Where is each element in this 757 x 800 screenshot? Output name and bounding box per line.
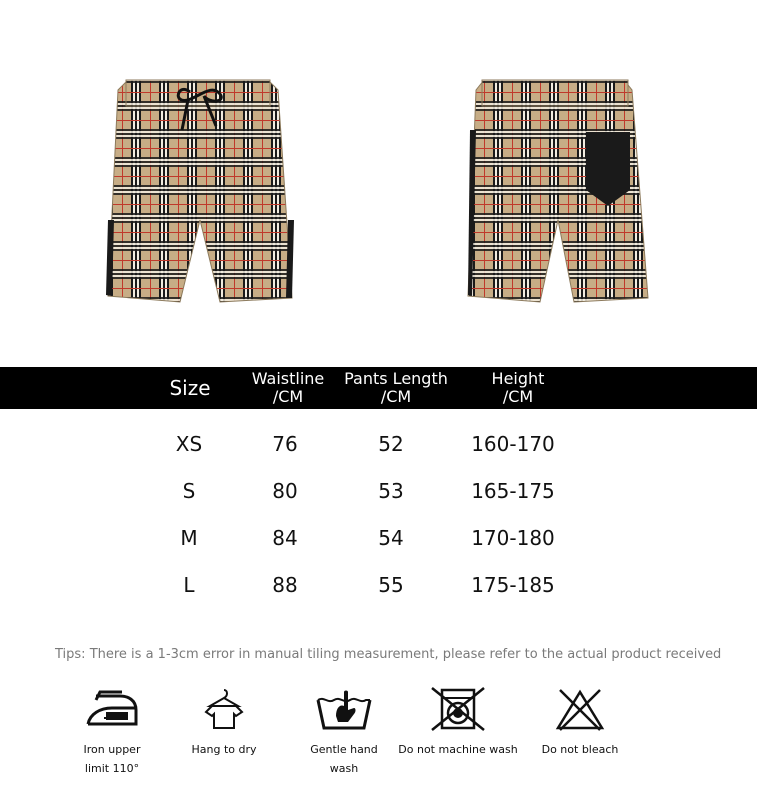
table-row	[0, 565, 757, 612]
waistline-header-unit: /CM	[272, 387, 304, 406]
care-item-no-machine-wash	[398, 686, 518, 759]
pants-length-cell: 53	[378, 479, 404, 503]
size-cell: S	[182, 479, 196, 503]
height-header-label: Height	[491, 369, 545, 388]
care-item-no-bleach	[530, 686, 630, 759]
size-chart-header	[0, 367, 757, 409]
shorts-back-image	[462, 70, 662, 310]
care-item-hand-wash	[296, 686, 392, 778]
no-machine-wash-icon	[428, 686, 488, 732]
care-label: Gentle hand wash	[310, 743, 378, 775]
hanger-shirt-icon	[194, 686, 254, 732]
measurement-tips: Tips: There is a 1-3cm error in manual tiling measurement, please refer to the actual product received	[55, 647, 722, 662]
waistline-cell: 88	[272, 573, 298, 597]
iron-icon	[82, 686, 142, 732]
size-header-label: Size	[169, 376, 211, 400]
size-chart-table	[0, 424, 757, 612]
product-images	[0, 0, 757, 360]
table-row	[0, 518, 757, 565]
height-cell: 175-185	[471, 573, 555, 597]
pants-length-cell: 52	[378, 432, 404, 456]
pants-length-header	[336, 367, 456, 409]
waistline-cell: 76	[272, 432, 298, 456]
size-header	[150, 367, 230, 409]
pants-length-header-unit: /CM	[380, 387, 412, 406]
no-bleach-icon	[550, 686, 610, 732]
care-label: Do not machine wash	[398, 743, 518, 756]
height-cell: 160-170	[471, 432, 555, 456]
height-header-unit: /CM	[502, 387, 534, 406]
care-instructions	[0, 686, 757, 800]
waistline-header-label: Waistline	[251, 369, 325, 388]
height-header	[458, 367, 578, 409]
waistline-cell: 84	[272, 526, 298, 550]
height-cell: 170-180	[471, 526, 555, 550]
care-item-hang	[184, 686, 264, 759]
shorts-front-image	[100, 70, 300, 310]
table-row	[0, 424, 757, 471]
pants-length-cell: 54	[378, 526, 404, 550]
size-cell: XS	[175, 432, 203, 456]
table-row	[0, 471, 757, 518]
size-cell: M	[180, 526, 198, 550]
waistline-header	[238, 367, 338, 409]
pants-length-header-label: Pants Length	[344, 369, 448, 388]
care-label: Do not bleach	[541, 743, 619, 756]
care-item-iron	[72, 686, 152, 778]
hand-wash-icon	[314, 686, 374, 732]
height-cell: 165-175	[471, 479, 555, 503]
waistline-cell: 80	[272, 479, 298, 503]
size-cell: L	[183, 573, 195, 597]
care-label: Hang to dry	[191, 743, 257, 756]
care-label: Iron upper limit 110°	[83, 743, 141, 775]
pants-length-cell: 55	[378, 573, 404, 597]
